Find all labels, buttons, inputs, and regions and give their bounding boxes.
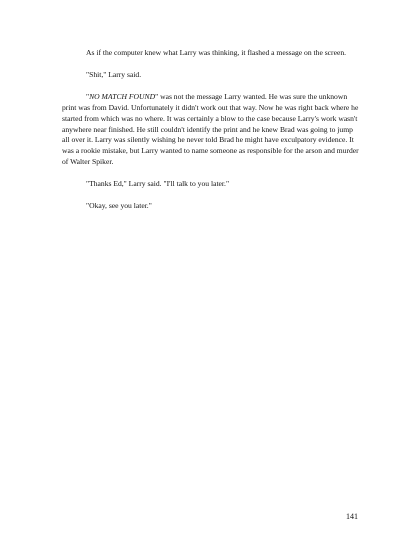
paragraph-4: "Thanks Ed," Larry said. "I'll talk to you later." [86,179,230,189]
paragraph-1: As if the computer knew what Larry was thinking, it flashed a message on the screen. [86,48,347,57]
paragraph-3 [62,92,360,168]
page-number: 141 [346,512,358,521]
paragraph-3-body: was not the message Larry wanted. He was sure the unknown print was from David. Unfortunately it didn't work out that way. Now he was right back where he started from which was no where. It was certainly a blow to the case because Larry's work wasn't anywhere near finished. He still couldn't identify the print and he knew Brad was going to jump all over it. Larry was silently wishing he never told Brad he might have exculpatory evidence. It was a rookie mistake, but Larry wanted to name someone as responsible for the arson and murder of Walter Spiker. [62,91,359,167]
quote-close: " [155,91,159,101]
paragraph-2: "Shit," Larry said. [86,69,142,79]
no-match-found-message: NO MATCH FOUND [89,91,156,101]
paragraph-5: "Okay, see you later." [86,201,152,211]
quote-open: " [86,91,90,101]
page-body [62,48,360,223]
